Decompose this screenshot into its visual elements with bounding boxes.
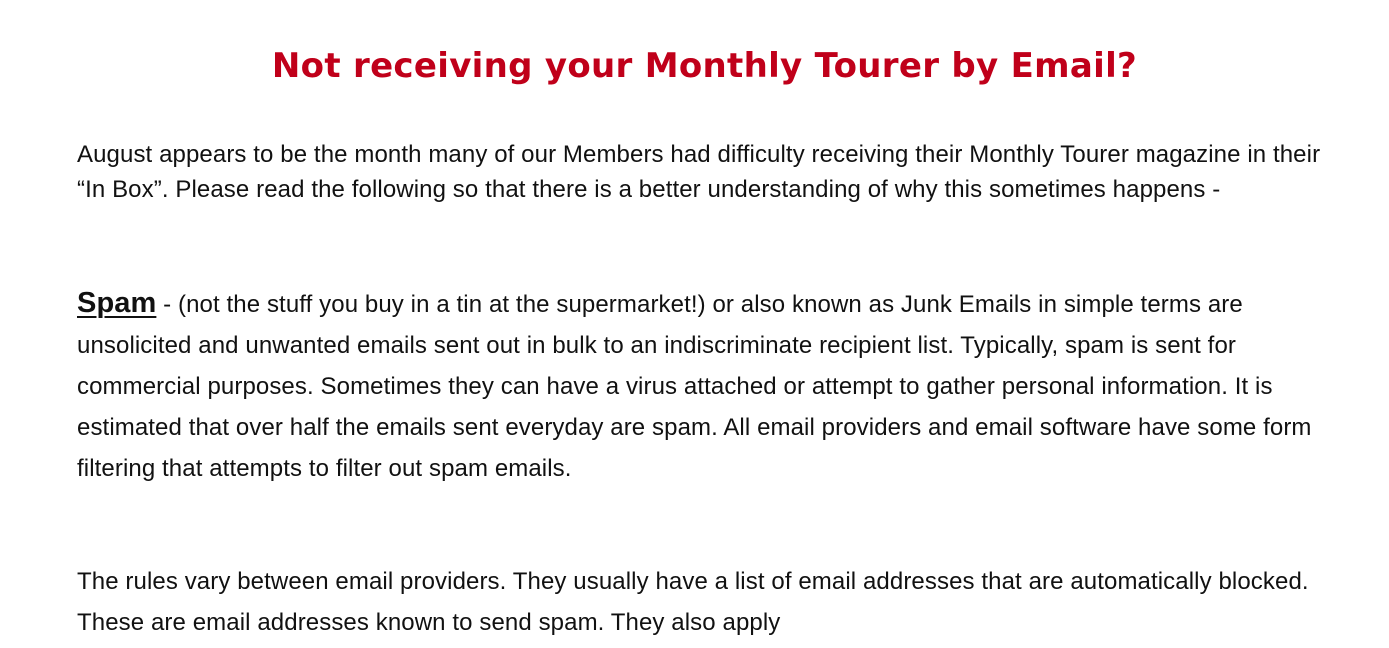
spam-paragraph (77, 283, 1332, 489)
page-title: Not receiving your Monthly Tourer by Email? (271, 46, 1138, 86)
intro-paragraph: August appears to be the month many of our Members had difficulty receiving their Monthly Tourer magazine in their “In Box”. Please read the following so that there is a better understanding of why this sometimes happens - (77, 141, 1321, 203)
spam-description: - (not the stuff you buy in a tin at the supermarket!) or also known as Junk Emails in simple terms are unsolicited and unwanted emails sent out in bulk to an indiscriminate recipient list. Typically, spam is sent for commercial purposes. Sometimes they can have a virus attached or attempt to gather personal information. It is estimated that over half the emails sent everyday are spam. All email providers and email software have some form filtering that attempts to filter out spam emails. (77, 291, 1312, 482)
rules-paragraph: The rules vary between email providers. They usually have a list of email addresses that are automatically blocked. These are email addresses known to send spam. They also apply (77, 568, 1309, 636)
spam-term: Spam (77, 287, 157, 319)
